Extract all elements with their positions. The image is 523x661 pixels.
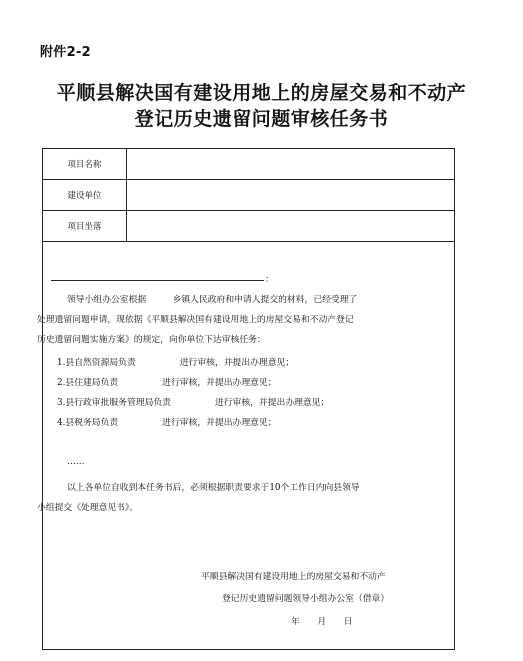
task-item-2: 2.县住建局负责 进行审核，并提出办理意见；	[57, 378, 277, 388]
attachment-label: 附件2-2	[40, 45, 91, 60]
signature-line-1: 平顺县解决国有建设用地上的房屋交易和不动产	[201, 572, 386, 582]
closing-line-2: 小组提交《处理意见书》。	[37, 503, 139, 513]
addressee-colon: ：	[265, 275, 275, 285]
project-location-field[interactable]	[128, 211, 454, 241]
addressee-blank[interactable]	[51, 280, 264, 281]
intro-line-2: 处理遗留问题申请，现依据《平顺县解决国有建设用地上的房屋交易和不动产登记	[37, 315, 354, 325]
task-body	[37, 242, 454, 649]
construction-unit-row	[43, 180, 454, 211]
signature-line-2: 登记历史遗留问题领导小组办公室（借章）	[222, 594, 390, 604]
construction-unit-field[interactable]	[128, 180, 454, 210]
project-name-label: 项目名称	[43, 149, 127, 179]
project-location-row	[43, 211, 454, 242]
date-line: 年 月 日	[291, 617, 353, 627]
ellipsis: ……	[67, 457, 85, 467]
document-title-line-1: 平顺县解决国有建设用地上的房屋交易和不动产	[56, 82, 467, 104]
project-name-field[interactable]	[128, 149, 454, 179]
intro-line-3: 历史遗留问题实施方案》的规定，向你单位下达审核任务：	[37, 335, 266, 345]
closing-line-1: 以上各单位自收到本任务书后，必须根据职责要求于10个工作日内向县领导	[67, 483, 360, 493]
project-name-row	[43, 149, 454, 180]
intro-line-1: 领导小组办公室根据 乡镇人民政府和申请人提交的材料，已经受理了	[67, 295, 358, 305]
task-item-1: 1.县自然资源局负责 进行审核，并提出办理意见；	[57, 358, 295, 368]
project-location-label: 项目坐落	[43, 211, 127, 241]
document-title-line-2: 登记历史遗留问题审核任务书	[134, 108, 389, 130]
task-form-table	[37, 148, 455, 650]
task-item-3: 3.县行政审批服务管理局负责 进行审核，并提出办理意见；	[57, 398, 330, 408]
task-item-4: 4.县税务局负责 进行审核，并提出办理意见；	[57, 418, 277, 428]
construction-unit-label: 建设单位	[43, 180, 127, 210]
